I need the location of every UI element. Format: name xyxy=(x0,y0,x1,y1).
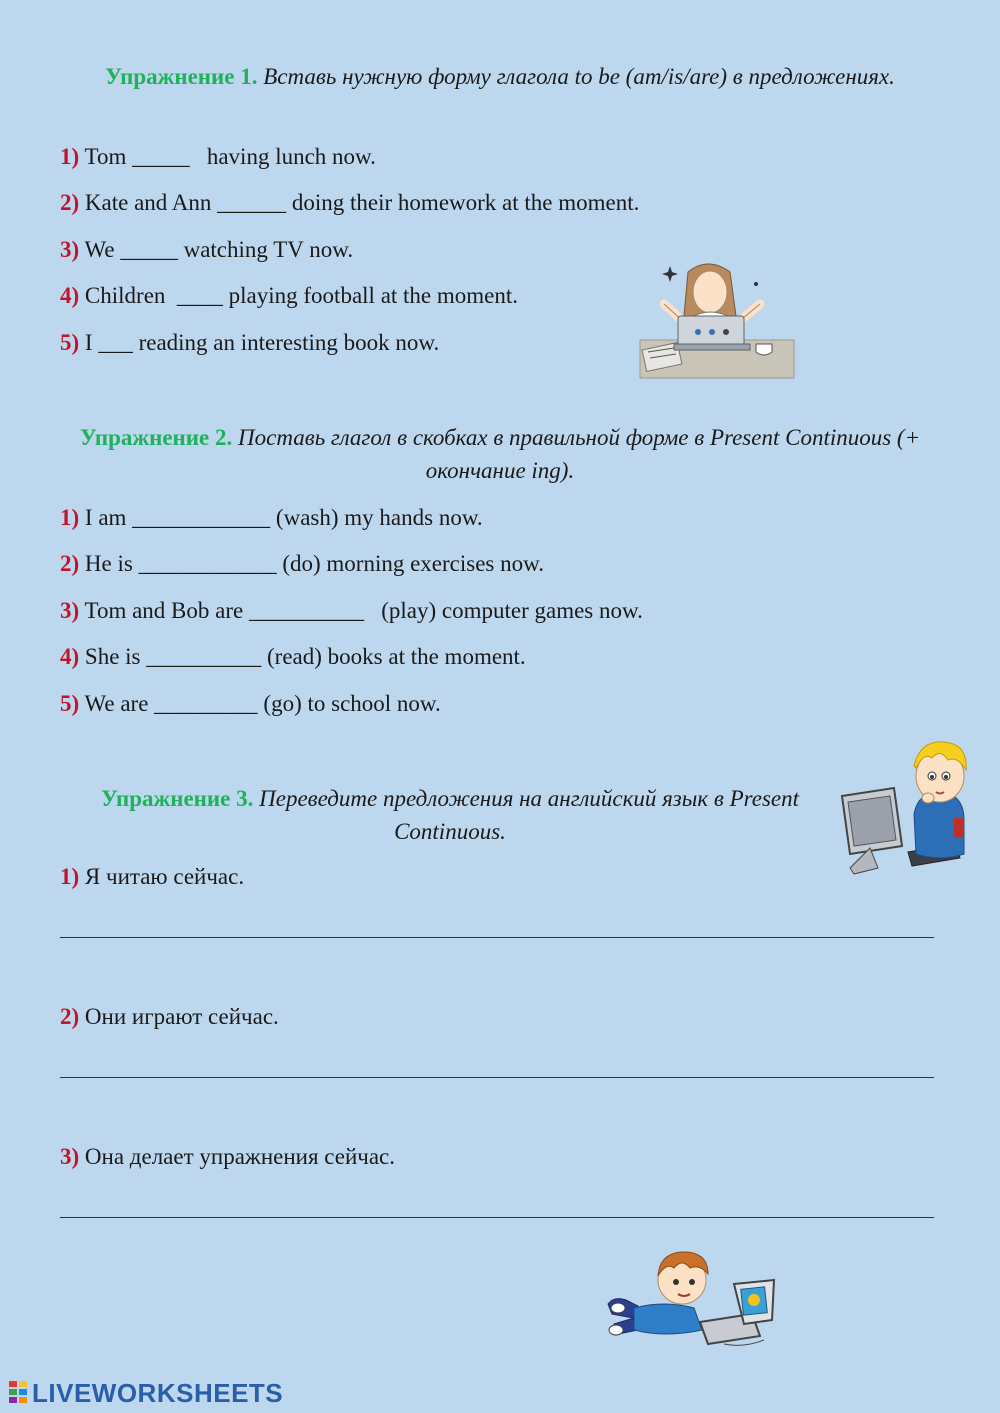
answer-line[interactable] xyxy=(60,1077,934,1078)
item-number: 5) xyxy=(60,330,80,355)
exercise-3-label: Упражнение 3. xyxy=(100,786,254,811)
exercise-1-label: Упражнение 1. xyxy=(105,64,258,89)
item-number: 1) xyxy=(60,505,80,530)
brand-name: LIVEWORKSHEETS xyxy=(32,1377,284,1408)
exercise-3-item xyxy=(60,862,244,892)
item-number: 2) xyxy=(60,551,80,576)
answer-line[interactable] xyxy=(60,1217,934,1218)
exercise-1-item xyxy=(60,328,439,358)
exercise-3-heading xyxy=(60,782,840,848)
item-text: Tom and Bob are __________ (play) computer games now. xyxy=(84,598,643,623)
exercise-2-label: Упражнение 2. xyxy=(79,425,233,450)
exercise-3-item xyxy=(60,1002,279,1032)
exercise-1-item xyxy=(60,281,518,311)
exercise-2-instruction: Поставь глагол в скобках в правильной форме в Present Continuous (+ окончание ing). xyxy=(238,425,921,483)
exercise-3-item xyxy=(60,1142,395,1172)
item-text: Kate and Ann ______ doing their homework at the moment. xyxy=(84,190,640,215)
item-text: She is __________ (read) books at the moment. xyxy=(84,644,526,669)
item-number: 5) xyxy=(60,691,80,716)
exercise-2-heading xyxy=(60,421,940,487)
item-number: 2) xyxy=(60,190,80,215)
boy-at-computer-illustration xyxy=(836,736,970,876)
exercise-2-item xyxy=(60,596,643,626)
item-text: Они играют сейчас. xyxy=(84,1004,279,1029)
liveworksheets-logo-icon xyxy=(8,1379,30,1407)
item-number: 1) xyxy=(60,144,80,169)
item-text: Она делает упражнения сейчас. xyxy=(84,1144,396,1169)
item-number: 1) xyxy=(60,864,80,889)
item-number: 2) xyxy=(60,1004,80,1029)
item-text: Tom _____ having lunch now. xyxy=(84,144,376,169)
exercise-2-item xyxy=(60,549,544,579)
exercise-1-item xyxy=(60,188,639,218)
footer-brand xyxy=(8,1378,283,1408)
exercise-1-instruction: Вставь нужную форму глагола to be (am/is/are) в предложениях. xyxy=(263,64,895,89)
exercise-1-heading xyxy=(60,60,940,93)
item-text: He is ____________ (do) morning exercises now. xyxy=(84,551,544,576)
item-number: 4) xyxy=(60,283,80,308)
item-text: I ___ reading an interesting book now. xyxy=(84,330,440,355)
item-text: Я читаю сейчас. xyxy=(84,864,245,889)
exercise-3-instruction: Переведите предложения на английский язык в Present Continuous. xyxy=(259,786,800,844)
exercise-2-item xyxy=(60,689,441,719)
girl-with-laptop-illustration xyxy=(638,258,798,382)
exercise-2-item xyxy=(60,642,526,672)
answer-line[interactable] xyxy=(60,937,934,938)
item-text: We _____ watching TV now. xyxy=(84,237,354,262)
boy-lying-with-laptop-illustration xyxy=(604,1244,780,1352)
item-number: 3) xyxy=(60,598,80,623)
item-text: We are _________ (go) to school now. xyxy=(84,691,441,716)
exercise-2-item xyxy=(60,503,483,533)
item-number: 3) xyxy=(60,1144,80,1169)
item-number: 3) xyxy=(60,237,80,262)
exercise-1-item xyxy=(60,142,376,172)
item-text: Children ____ playing football at the moment. xyxy=(84,283,519,308)
item-number: 4) xyxy=(60,644,80,669)
exercise-1-item xyxy=(60,235,353,265)
item-text: I am ____________ (wash) my hands now. xyxy=(84,505,483,530)
